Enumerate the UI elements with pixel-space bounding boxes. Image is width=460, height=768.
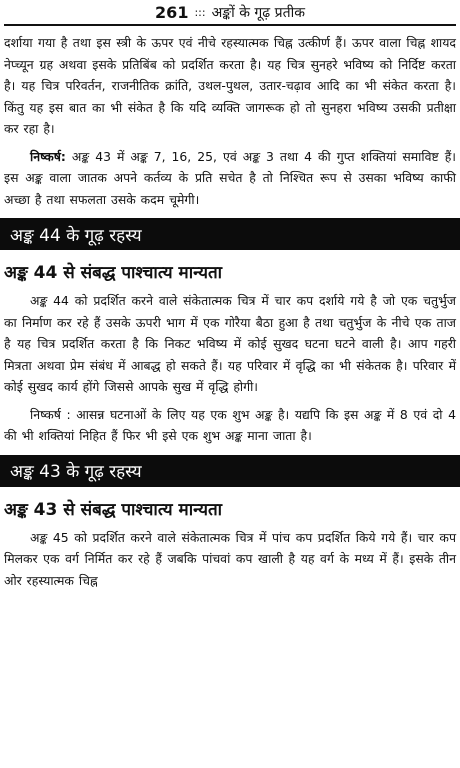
section-heading-44: अङ्क 44 से संबद्ध पाश्चात्य मान्यता — [4, 263, 223, 283]
conclusion-label: निष्कर्ष: — [30, 148, 66, 164]
conclusion-label: निष्कर्ष : — [30, 406, 71, 422]
section-heading-43: अङ्क 43 से संबद्ध पाश्चात्य मान्यता — [4, 499, 223, 520]
continuation-paragraph: दर्शाया गया है तथा इस स्त्री के ऊपर एवं नीचे रहस्यात्मक चिह्न उत्कीर्ण हैं। ऊपर वाला चिह्न शायद नेप्च्यून ग्रह अथवा इसके प्रतिबिंब को प्रदर्शित करता है। यह चित्र सुनहरे भविष्य को निर्दिष्ट करता है। यह चित्र परिवर्तन, राजनीतिक क्रांति, उथल-पुथल, उतार-चढ़ाव आदि का भी संकेत करता है। किंतु यह इस बात का भी संकेत है कि यदि व्यक्ति जागरूक हो तो सुनहरा भविष्य उसकी प्रतीक्षा कर रहा है। — [4, 35, 456, 136]
conclusion-text: अङ्क 43 में अङ्क 7, 16, 25, एवं अङ्क 3 तथा 4 की गुप्त शक्तियां समाविष्ट हैं। इस अङ्क वाला जातक अपने कर्तव्य के प्रति सचेत है तो निश्चित रूप से उसका भविष्य काफी अच्छा है तथा सफलता उसके कदम चूमेगी। — [4, 148, 456, 207]
running-header — [4, 0, 456, 26]
section-band-title: अङ्क 44 के गूढ़ रहस्य — [10, 225, 142, 246]
section-band-title: अङ्क 43 के गूढ़ रहस्य — [10, 462, 142, 482]
running-title: अङ्कों के गूढ़ प्रतीक — [211, 4, 305, 21]
conclusion-paragraph-43 — [4, 146, 456, 211]
conclusion-paragraph-44 — [4, 404, 456, 447]
section-body-44: अङ्क 44 को प्रदर्शित करने वाले संकेतात्मक चित्र में चार कप दर्शाये गये है जो एक चतुर्भुज का निर्माण कर रहे हैं उसके ऊपरी भाग में एक गोरैया बैठा हुआ है तथा चतुर्भुज के नीचे एक ताज है यह चित्र प्रदर्शित करता है कि निकट भविष्य में कोई सुखद घटना घटने वाली है। आप गहरी मित्रता अथवा प्रेम संबंध में आबद्ध हो सकते हैं। यह परिवार में वृद्धि का भी संकेतक है। परिवार में कोई सुखद कार्य होंगे जिससे आपके सुख में वृद्धि होगी। — [4, 293, 456, 394]
section-band-43 — [0, 455, 460, 487]
conclusion-text: आसन्न घटनाओं के लिए यह एक शुभ अङ्क है। यद्यपि कि इस अङ्क में 8 एवं दो 4 की भी शक्तियां निहित हैं फिर भी इसे एक शुभ अङ्क माना जाता है। — [4, 406, 456, 443]
header-separator: ::: — [194, 5, 206, 19]
section-band-44 — [0, 218, 460, 250]
section-body-43: अङ्क 45 को प्रदर्शित करने वाले संकेतात्मक चित्र में पांच कप प्रदर्शित किये गये हैं। चार कप मिलकर एक वर्ग निर्मित कर रहे हैं जबकि पांचवां कप खाली है यह वर्ग के मध्य में हैं। इसके तीन ओर रहस्यात्मक चिह्न — [4, 529, 456, 588]
page-number: 261 — [155, 2, 189, 22]
